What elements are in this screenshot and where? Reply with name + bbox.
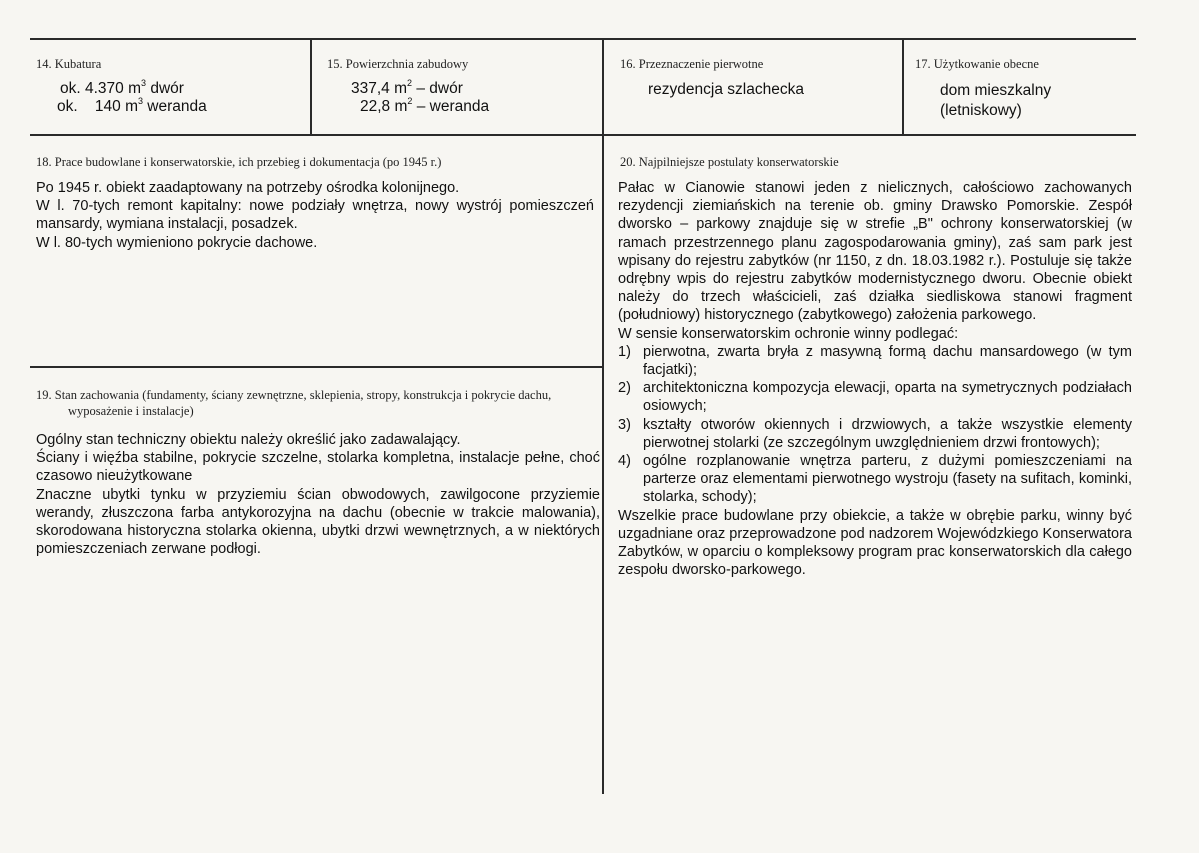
cell-16-value: rezydencja szlachecka xyxy=(648,81,804,98)
list-item-number: 1) xyxy=(618,343,631,360)
cell-14-value-weranda: ok. 140 $m^3$ weranda xyxy=(57,96,207,115)
cell-20-closing: Wszelkie prace budowlane przy obiekcie, a także w obrębie parku, winny być uzgadniane oraz przeprowadzone pod nadzorem Wojewódzkiego Konserwatora Zabytków, w oparciu o kompleksowy program prac konserwatorskich dla całego zespołu dworsko-parkowego. xyxy=(618,507,1132,579)
row-divider-left xyxy=(30,366,604,368)
list-item xyxy=(618,416,1132,452)
cell-18-body xyxy=(36,179,594,252)
list-item-number: 2) xyxy=(618,380,631,397)
cell-15-caption: 15. Powierzchnia zabudowy xyxy=(327,57,469,71)
list-item-text: kształty otworów okiennych i drzwiowych, a także wszystkie elementy pierwotnej stolarki (ze szczególnym uwzględnieniem drzwi frontowych); xyxy=(643,416,1132,451)
column-divider-center xyxy=(602,38,604,794)
cell-19-caption: 19. Stan zachowania (fundamenty, ściany zewnętrzne, sklepienia, stropy, konstrukcja i pokrycie dachu, wyposażenie i instalacje) xyxy=(36,388,552,418)
cell-20-body xyxy=(618,179,1132,579)
cell-17-value-line2: (letniskowy) xyxy=(940,102,1022,119)
cell-20-intro: Pałac w Cianowie stanowi jeden z nielicznych, całościowo zachowanych rezydencji ziemiańskich na terenie ob. gminy Drawsko Pomorskie. Zespół dworsko – parkowy znajduje się w strefie „B" ochrony konserwatorskiej (w ramach przestrzennego planu zagospodarowania gminy), zaś sam park jest wpisany do rejestru zabytków (nr 1150, z dn. 18.03.1982 r.). Postuluje się także odrębny wpis do rejestru zabytków modernistycznego dworu. Obecnie obiekt należy do trzech właścicieli, zaś działka siedliskowa stanowi fragment (południowy) historycznego (zabytkowego) założenia parkowego. xyxy=(618,180,1132,324)
cell-18-paragraph: W l. 70-tych remont kapitalny: nowe podziały wnętrza, nowy wystrój pomieszczeń mansardy, wymiana instalacji, posadzek. xyxy=(36,198,594,233)
cell-15-value-dwor: 337,4 $m^2$ – dwór xyxy=(351,78,463,97)
cell-18-paragraph: Po 1945 r. obiekt zaadaptowany na potrzeby ośrodka kolonijnego. xyxy=(36,180,460,196)
list-item-text: architektoniczna kompozycja elewacji, oparta na symetrycznych podziałach osiowych; xyxy=(643,380,1132,415)
list-item-number: 4) xyxy=(618,453,631,470)
cell-19-body xyxy=(36,431,600,558)
table-top-border xyxy=(30,38,1136,40)
cell-20-lead: W sensie konserwatorskim ochronie winny podlegać: xyxy=(618,325,959,342)
cell-19-paragraph: Ściany i więźba stabilne, pokrycie szczelne, stolarka kompletna, instalacje pełne, choć czasowo nieużytkowane xyxy=(36,450,600,485)
list-item xyxy=(618,379,1132,415)
list-item xyxy=(618,343,1132,379)
cell-20-caption: 20. Najpilniejsze postulaty konserwatorskie xyxy=(620,155,839,169)
list-item-text: ogólne rozplanowanie wnętrza parteru, z dużymi pomieszczeniami na parterze oraz elementami pierwotnego wystroju (fasety na sufitach, kominki, stolarka, schody); xyxy=(643,453,1132,506)
cell-15-value-weranda: 22,8 $m^2$ – weranda xyxy=(360,96,490,115)
cell-16-caption: 16. Przeznaczenie pierwotne xyxy=(620,57,764,71)
list-item xyxy=(618,452,1132,507)
column-divider-3 xyxy=(902,38,904,136)
cell-17-caption: 17. Użytkowanie obecne xyxy=(915,57,1039,71)
row-divider-top xyxy=(30,134,1136,136)
cell-14-caption: 14. Kubatura xyxy=(36,57,102,71)
column-divider-1 xyxy=(310,38,312,136)
list-item-number: 3) xyxy=(618,416,631,433)
list-item-text: pierwotna, zwarta bryła z masywną formą dachu mansardowego (w tym facjatki); xyxy=(643,343,1132,379)
cell-19-paragraph: Ogólny stan techniczny obiektu należy określić jako zadawalający. xyxy=(36,432,461,448)
cell-18-paragraph: W l. 80-tych wymieniono pokrycie dachowe. xyxy=(36,234,318,251)
cell-18-caption: 18. Prace budowlane i konserwatorskie, ich przebieg i dokumentacja (po 1945 r.) xyxy=(36,155,442,169)
cell-14-value-dwor: ok. 4.370 $m^3$ dwór xyxy=(60,78,184,97)
cell-19-paragraph: Znaczne ubytki tynku w przyziemiu ścian obwodowych, zawilgocone przyziemie werandy, złuszczona farba antykorozyjna na dachu (obecnie w trakcie malowania), skorodowana historyczna stolarka okienna, ubytki drzwi wewnętrznych, a w niektórych pomieszczeniach zerwane podłogi. xyxy=(36,486,600,558)
cell-17-value-line1: dom mieszkalny xyxy=(940,82,1052,99)
